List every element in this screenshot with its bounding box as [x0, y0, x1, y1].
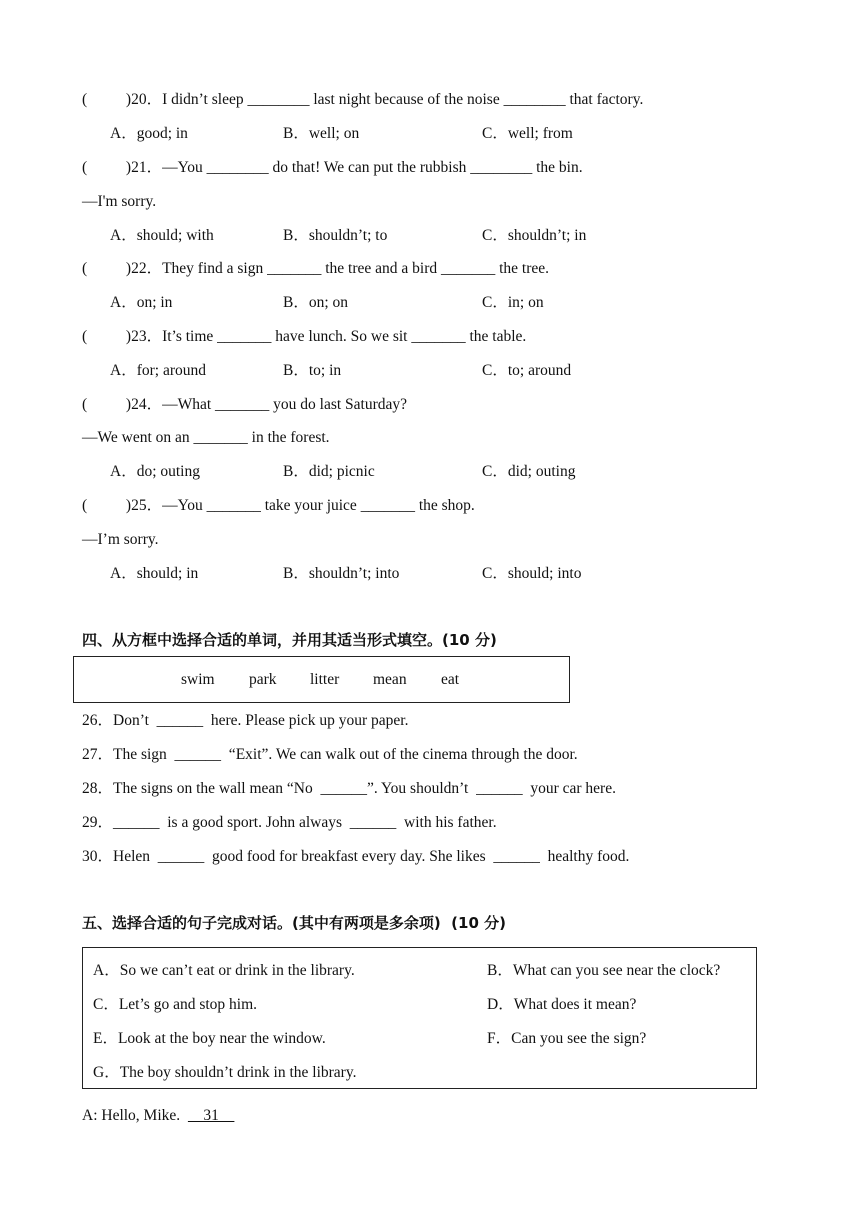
question-21-option-a: A．should; with [110, 227, 214, 244]
question-24-stem: ( )24．—What _______ you do last Saturday? [82, 396, 408, 413]
word-bank-word: swim [181, 671, 215, 688]
question-25-option-a: A．should; in [110, 565, 199, 582]
question-24-option-c: C．did; outing [482, 463, 576, 480]
word-bank-word: park [249, 671, 277, 688]
word-bank-word: mean [373, 671, 407, 688]
question-20-option-c: C．well; from [482, 125, 573, 142]
fill-item-30: 30．Helen ______ good food for breakfast every day. She likes ______ healthy food. [82, 848, 630, 865]
question-23-stem: ( )23．It’s time _______ have lunch. So we sit _______ the table. [82, 328, 527, 345]
choice-b: B．What can you see near the clock? [487, 962, 721, 979]
question-25-reply: —I’m sorry. [82, 531, 159, 548]
section-4-heading: 四、从方框中选择合适的单词，并用其适当形式填空。(10 分) [82, 631, 497, 649]
question-21-stem: ( )21．—You ________ do that! We can put the rubbish ________ the bin. [82, 159, 583, 176]
question-25-option-b: B．shouldn’t; into [283, 565, 400, 582]
question-20-option-b: B．well; on [283, 125, 360, 142]
fill-item-27: 27．The sign ______ “Exit”. We can walk out of the cinema through the door. [82, 746, 578, 763]
question-24-reply: —We went on an _______ in the forest. [82, 429, 330, 446]
choice-g: G．The boy shouldn’t drink in the library. [93, 1064, 357, 1081]
word-bank-box [73, 656, 570, 703]
choice-d: D．What does it mean? [487, 996, 637, 1013]
question-22-option-a: A．on; in [110, 294, 173, 311]
choice-c: C．Let’s go and stop him. [93, 996, 258, 1013]
question-24-option-a: A．do; outing [110, 463, 200, 480]
word-bank-word: litter [310, 671, 340, 688]
question-24-option-b: B．did; picnic [283, 463, 375, 480]
question-23-option-a: A．for; around [110, 362, 206, 379]
fill-item-29: 29．______ is a good sport. John always ______ with his father. [82, 814, 497, 831]
dialogue-line-a [82, 1106, 234, 1126]
section-5-heading: 五、选择合适的句子完成对话。(其中有两项是多余项) (10 分) [82, 914, 506, 932]
question-20-stem: ( )20．I didn’t sleep ________ last night because of the noise ________ that factory. [82, 91, 644, 108]
question-22-option-b: B．on; on [283, 294, 349, 311]
question-21-option-b: B．shouldn’t; to [283, 227, 388, 244]
answer-blank-31: 31 [187, 1107, 235, 1124]
sentence-choices-box [82, 947, 757, 1089]
choice-f: F．Can you see the sign? [487, 1030, 647, 1047]
question-23-option-c: C．to; around [482, 362, 572, 379]
question-22-option-c: C．in; on [482, 294, 544, 311]
question-23-option-b: B．to; in [283, 362, 342, 379]
fill-item-28: 28．The signs on the wall mean “No ______”. You shouldn’t ______ your car here. [82, 780, 616, 797]
choice-a: A．So we can’t eat or drink in the library. [93, 962, 355, 979]
question-25-option-c: C．should; into [482, 565, 582, 582]
question-20-option-a: A．good; in [110, 125, 188, 142]
choice-e: E．Look at the boy near the window. [93, 1030, 326, 1047]
question-21-option-c: C．shouldn’t; in [482, 227, 587, 244]
dialogue-speaker-text: A: Hello, Mike. [82, 1107, 181, 1124]
question-25-stem: ( )25．—You _______ take your juice _______ the shop. [82, 497, 475, 514]
question-22-stem: ( )22．They find a sign _______ the tree and a bird _______ the tree. [82, 260, 550, 277]
question-21-reply: —I'm sorry. [82, 193, 157, 210]
fill-item-26: 26．Don’t ______ here. Please pick up your paper. [82, 712, 409, 729]
word-bank-word: eat [441, 671, 460, 688]
